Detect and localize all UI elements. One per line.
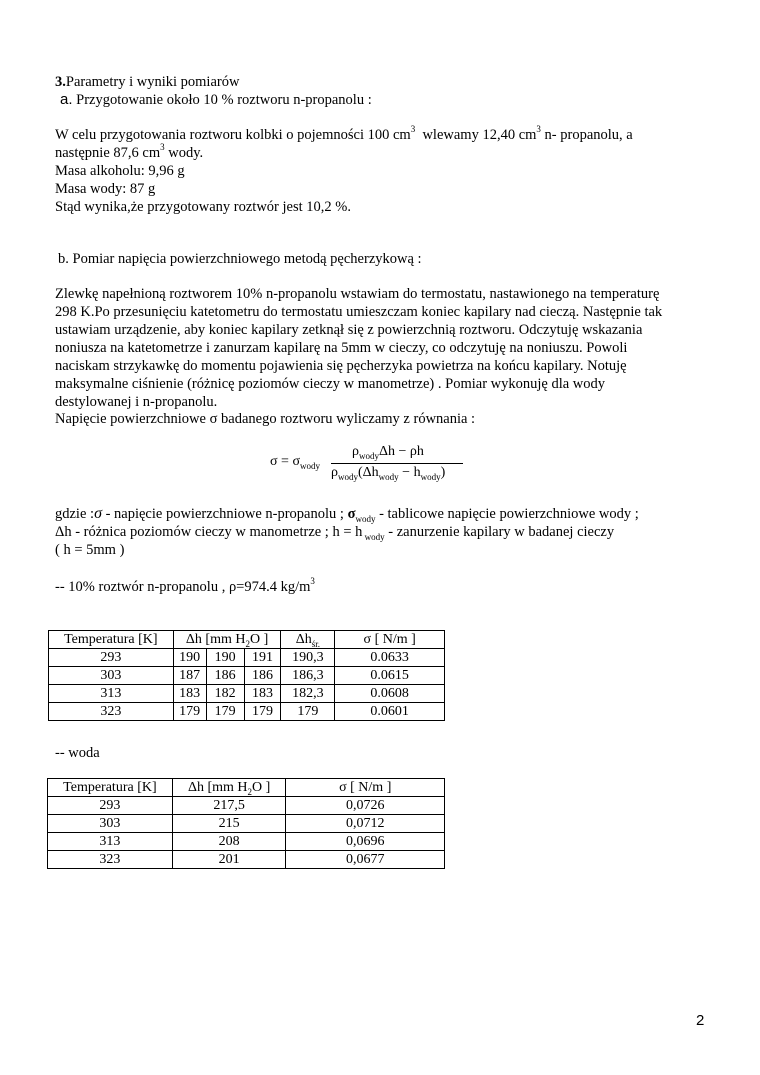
table-row <box>49 667 445 685</box>
cell-sigma: 0.0601 <box>335 703 445 721</box>
cell-dh-1: 183 <box>173 685 206 703</box>
section-heading <box>55 73 239 91</box>
part-a-conclusion: Stąd wynika,że przygotowany roztwór jest 10,2 %. <box>55 199 351 215</box>
legend-line-2 <box>55 523 614 541</box>
subscript: wody <box>420 471 441 482</box>
superscript: 3 <box>160 142 165 153</box>
paragraph-line-4: noniusza na katetometrze i zanurzam kapilarę na 5mm w cieczy, co odczytuję na noniuszu. Powoli <box>55 340 628 356</box>
cell-dh: 217,5 <box>172 797 286 815</box>
rho-symbol: ρ <box>352 444 359 459</box>
cell-dh-2: 186 <box>206 667 244 685</box>
subscript: 2 <box>245 638 250 649</box>
legend-text: - zanurzenie kapilary w badanej cieczy <box>384 524 615 540</box>
table-row <box>49 685 445 703</box>
part-a-label: a. <box>60 91 73 108</box>
part-b-heading: b. Pomiar napięcia powierzchniowego metodą pęcherzykową : <box>58 251 422 267</box>
mass-alcohol: Masa alkoholu: 9,96 g <box>55 163 185 179</box>
superscript: 3 <box>310 576 315 587</box>
header-delta-h <box>172 779 286 797</box>
sigma-symbol: σ <box>94 505 102 522</box>
cell-temperature: 293 <box>48 797 173 815</box>
cell-dh-3: 183 <box>244 685 281 703</box>
propanol-label <box>55 578 315 596</box>
cell-dh: 201 <box>172 851 286 869</box>
header-text: O ] <box>249 632 269 647</box>
text-span: wlewamy 12,40 cm <box>422 127 537 143</box>
paragraph-line-2: 298 K.Po przesunięciu katetometru do termostatu umieszczam koniec kapilary nad cieczą. Następnie tak <box>55 304 663 320</box>
table-row <box>48 815 445 833</box>
rho-symbol: ρ <box>331 465 338 480</box>
legend-prefix: gdzie : <box>55 506 95 522</box>
cell-dh-avg: 182,3 <box>281 685 335 703</box>
part-a-title: Przygotowanie około 10 % roztworu n-propanolu : <box>76 92 372 108</box>
cell-temperature: 323 <box>49 703 174 721</box>
equation-denominator <box>331 465 445 481</box>
cell-dh-2: 190 <box>206 649 244 667</box>
table-row <box>48 797 445 815</box>
cell-temperature: 293 <box>49 649 174 667</box>
cell-dh-3: 191 <box>244 649 281 667</box>
superscript: 3 <box>536 124 541 135</box>
equation-numerator <box>352 444 424 460</box>
cell-dh-3: 186 <box>244 667 281 685</box>
section-title: Parametry i wyniki pomiarów <box>65 74 240 90</box>
numerator-text: Δh − ρh <box>379 444 424 459</box>
delta-h-symbol: Δh <box>55 524 72 540</box>
denominator-text: ) <box>440 465 446 480</box>
cell-dh-avg: 179 <box>281 703 335 721</box>
part-a-heading <box>60 91 372 109</box>
cell-dh-1: 179 <box>173 703 206 721</box>
header-text: O ] <box>252 780 271 795</box>
header-delta-h-avg <box>281 631 335 649</box>
legend-text: - różnica poziomów cieczy w manometrze ; h = h <box>71 524 363 540</box>
cell-dh: 215 <box>172 815 286 833</box>
cell-dh: 208 <box>172 833 286 851</box>
section-number: 3. <box>55 74 66 90</box>
paragraph-line-3: ustawiam urządzenie, aby koniec kapilary zetknął się z powierzchnią roztworu. Odczytuję wskazania <box>55 322 643 338</box>
paragraph-line-6: maksymalne ciśnienie (różnicę poziomów cieczy w manometrze) . Pomiar wykonuję dla wody <box>55 376 606 392</box>
cell-dh-2: 182 <box>206 685 244 703</box>
cell-dh-3: 179 <box>244 703 281 721</box>
legend-line-1 <box>55 505 639 523</box>
subscript: wody <box>378 471 399 482</box>
table-row <box>49 703 445 721</box>
header-temperature: Temperatura [K] <box>49 631 174 649</box>
subscript: 2 <box>247 786 252 797</box>
text-span: n- propanolu, a <box>540 127 633 143</box>
table-row <box>48 851 445 869</box>
cell-temperature: 313 <box>49 685 174 703</box>
cell-dh-avg: 186,3 <box>281 667 335 685</box>
cell-temperature: 303 <box>48 815 173 833</box>
subscript: wody <box>338 471 358 482</box>
cell-temperature: 323 <box>48 851 173 869</box>
cell-sigma: 0,0677 <box>286 851 445 869</box>
paragraph-line-5: naciskam strzykawkę do momentu pojawienia się pęcherzyka powietrza na końcu kapilary. Notuję <box>55 358 627 374</box>
header-text: Δh <box>295 632 312 647</box>
mass-water: Masa wody: 87 g <box>55 181 156 197</box>
propanol-table <box>48 630 445 721</box>
header-sigma: σ [ N/m ] <box>286 779 445 797</box>
header-text: Δh [mm H <box>187 780 248 795</box>
page-number: 2 <box>696 1012 705 1029</box>
header-sigma: σ [ N/m ] <box>335 631 445 649</box>
subscript: wody <box>355 513 376 524</box>
text-span: W celu przygotowania roztworu kolbki o pojemności 100 cm <box>55 127 411 143</box>
water-table <box>47 778 445 869</box>
cell-sigma: 0.0608 <box>335 685 445 703</box>
water-label: -- woda <box>55 745 100 761</box>
text-span: następnie 87,6 cm <box>55 145 161 161</box>
cell-temperature: 313 <box>48 833 173 851</box>
legend-text: - napięcie powierzchniowe n-propanolu ; <box>101 506 348 522</box>
subscript: wody <box>359 450 379 461</box>
propanol-label-text: -- 10% roztwór n-propanolu , ρ=974.4 kg/m <box>55 579 311 595</box>
paragraph-line-7: destylowanej i n-propanolu. <box>55 394 218 410</box>
denominator-text: − h <box>398 465 421 480</box>
table-header-row <box>49 631 445 649</box>
cell-dh-avg: 190,3 <box>281 649 335 667</box>
cell-sigma: 0.0615 <box>335 667 445 685</box>
equation-lhs-text: σ = σ <box>270 454 300 469</box>
sigma-symbol: σ <box>347 506 356 522</box>
denominator-text: (Δh <box>358 465 379 480</box>
paragraph-line-1: Zlewkę napełnioną roztworem 10% n-propanolu wstawiam do termostatu, nastawionego na temperaturę <box>55 286 660 302</box>
equation-lhs <box>270 454 320 470</box>
subscript: wody <box>300 460 320 471</box>
legend-line-3: ( h = 5mm ) <box>55 542 125 558</box>
part-a-line1 <box>55 126 633 144</box>
cell-sigma: 0,0712 <box>286 815 445 833</box>
superscript: 3 <box>410 124 416 135</box>
cell-dh-2: 179 <box>206 703 244 721</box>
equation-intro: Napięcie powierzchniowe σ badanego roztworu wyliczamy z równania : <box>55 411 476 427</box>
cell-sigma: 0.0633 <box>335 649 445 667</box>
fraction-bar <box>331 463 463 464</box>
subscript: wody <box>362 531 385 542</box>
text-span: wody. <box>164 145 204 161</box>
table-header-row <box>48 779 445 797</box>
cell-temperature: 303 <box>49 667 174 685</box>
table-row <box>49 649 445 667</box>
header-text: Δh [mm H <box>185 632 246 647</box>
header-temperature: Temperatura [K] <box>48 779 173 797</box>
cell-sigma: 0,0726 <box>286 797 445 815</box>
legend-text: - tablicowe napięcie powierzchniowe wody ; <box>375 506 639 522</box>
cell-dh-1: 190 <box>173 649 206 667</box>
table-row <box>48 833 445 851</box>
subscript: śr. <box>311 638 321 649</box>
cell-sigma: 0,0696 <box>286 833 445 851</box>
part-a-line2 <box>55 144 203 162</box>
cell-dh-1: 187 <box>173 667 206 685</box>
header-delta-h <box>173 631 281 649</box>
